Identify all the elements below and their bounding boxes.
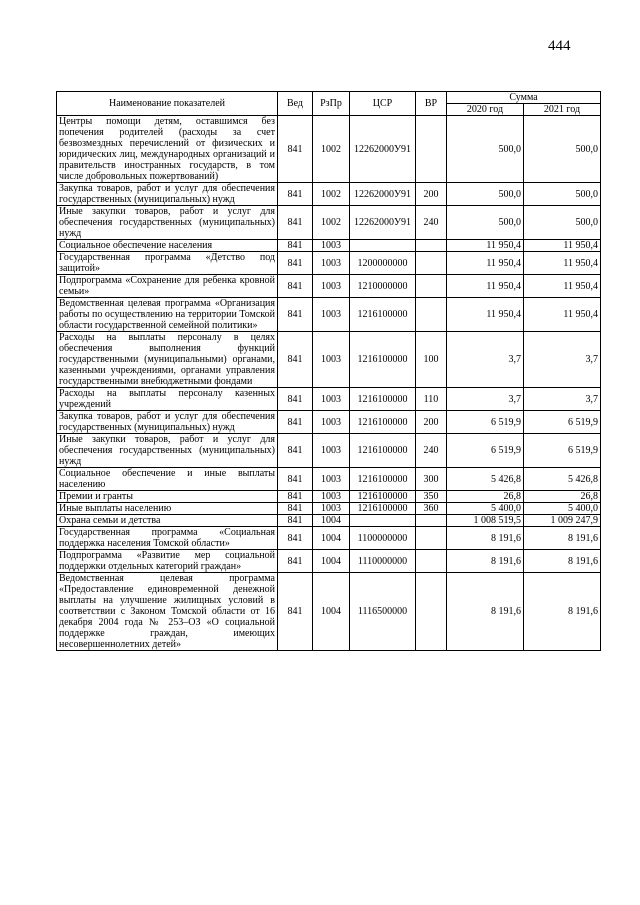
cell-ved: 841 (278, 573, 313, 651)
table-row (57, 527, 601, 550)
header-name: Наименование показателей (57, 92, 278, 116)
cell-name: Расходы на выплаты персоналу в целях обеспечения выполнения функций государственными (муниципальными) органами, казенными учреждениями, органами управления государственными внебюджетными фондами (57, 332, 278, 388)
table-row (57, 252, 601, 275)
cell-vr: 200 (416, 183, 447, 206)
table-row (57, 206, 601, 240)
cell-2021: 11 950,4 (524, 298, 601, 332)
header-vr: ВР (416, 92, 447, 116)
header-ved: Вед (278, 92, 313, 116)
cell-2020: 500,0 (447, 183, 524, 206)
cell-csr: 1216100000 (350, 411, 416, 434)
cell-ved: 841 (278, 434, 313, 468)
cell-rzpr: 1003 (313, 332, 350, 388)
table-row (57, 434, 601, 468)
cell-name: Иные закупки товаров, работ и услуг для обеспечения государственных (муниципальных) нужд (57, 206, 278, 240)
cell-rzpr: 1004 (313, 527, 350, 550)
cell-2021: 5 400,0 (524, 503, 601, 515)
cell-name: Премии и гранты (57, 491, 278, 503)
cell-2020: 3,7 (447, 388, 524, 411)
header-csr: ЦСР (350, 92, 416, 116)
cell-ved: 841 (278, 515, 313, 527)
cell-vr (416, 116, 447, 183)
cell-rzpr: 1004 (313, 515, 350, 527)
cell-vr (416, 275, 447, 298)
table-row (57, 515, 601, 527)
cell-ved: 841 (278, 298, 313, 332)
cell-2021: 6 519,9 (524, 411, 601, 434)
cell-2020: 11 950,4 (447, 298, 524, 332)
cell-vr (416, 298, 447, 332)
table-row (57, 332, 601, 388)
cell-name: Подпрограмма «Развитие мер социальной поддержки отдельных категорий граждан» (57, 550, 278, 573)
header-sum: Сумма (447, 92, 601, 104)
table-row (57, 411, 601, 434)
cell-csr: 1216100000 (350, 388, 416, 411)
header-2021: 2021 год (524, 104, 601, 116)
cell-2020: 3,7 (447, 332, 524, 388)
cell-csr: 1100000000 (350, 527, 416, 550)
cell-2020: 6 519,9 (447, 434, 524, 468)
cell-csr: 1216100000 (350, 332, 416, 388)
cell-rzpr: 1003 (313, 491, 350, 503)
cell-2020: 1 008 519,5 (447, 515, 524, 527)
cell-ved: 841 (278, 491, 313, 503)
cell-2020: 5 400,0 (447, 503, 524, 515)
cell-rzpr: 1003 (313, 411, 350, 434)
table-row (57, 503, 601, 515)
cell-csr: 1116500000 (350, 573, 416, 651)
cell-rzpr: 1003 (313, 503, 350, 515)
cell-csr: 1216100000 (350, 491, 416, 503)
cell-vr: 100 (416, 332, 447, 388)
cell-ved: 841 (278, 468, 313, 491)
cell-ved: 841 (278, 275, 313, 298)
cell-csr: 1200000000 (350, 252, 416, 275)
cell-ved: 841 (278, 252, 313, 275)
table-row (57, 491, 601, 503)
cell-2020: 26,8 (447, 491, 524, 503)
cell-2021: 3,7 (524, 332, 601, 388)
cell-2021: 5 426,8 (524, 468, 601, 491)
table-row (57, 240, 601, 252)
cell-2020: 500,0 (447, 206, 524, 240)
cell-name: Охрана семьи и детства (57, 515, 278, 527)
table-row (57, 388, 601, 411)
cell-rzpr: 1003 (313, 240, 350, 252)
table-row (57, 298, 601, 332)
cell-ved: 841 (278, 527, 313, 550)
cell-2021: 3,7 (524, 388, 601, 411)
cell-2020: 500,0 (447, 116, 524, 183)
cell-2021: 11 950,4 (524, 275, 601, 298)
cell-ved: 841 (278, 503, 313, 515)
cell-ved: 841 (278, 240, 313, 252)
cell-vr: 200 (416, 411, 447, 434)
header-row (57, 92, 601, 104)
cell-csr (350, 515, 416, 527)
cell-2020: 11 950,4 (447, 275, 524, 298)
cell-rzpr: 1002 (313, 116, 350, 183)
cell-ved: 841 (278, 183, 313, 206)
page-number: 444 (548, 38, 571, 54)
cell-csr: 1216100000 (350, 468, 416, 491)
cell-vr (416, 573, 447, 651)
cell-2021: 500,0 (524, 116, 601, 183)
header-rzpr: РзПр (313, 92, 350, 116)
cell-2021: 11 950,4 (524, 252, 601, 275)
cell-vr: 240 (416, 434, 447, 468)
budget-table (56, 91, 601, 651)
cell-name: Государственная программа «Детство под защитой» (57, 252, 278, 275)
cell-rzpr: 1003 (313, 434, 350, 468)
cell-ved: 841 (278, 206, 313, 240)
cell-2020: 5 426,8 (447, 468, 524, 491)
cell-rzpr: 1003 (313, 388, 350, 411)
cell-2021: 26,8 (524, 491, 601, 503)
table-row (57, 275, 601, 298)
cell-2021: 11 950,4 (524, 240, 601, 252)
cell-ved: 841 (278, 550, 313, 573)
cell-2020: 6 519,9 (447, 411, 524, 434)
cell-2021: 1 009 247,9 (524, 515, 601, 527)
cell-2021: 8 191,6 (524, 527, 601, 550)
cell-vr: 240 (416, 206, 447, 240)
cell-vr: 350 (416, 491, 447, 503)
cell-vr: 110 (416, 388, 447, 411)
table-row (57, 550, 601, 573)
cell-csr (350, 240, 416, 252)
cell-rzpr: 1003 (313, 468, 350, 491)
cell-csr: 1216100000 (350, 434, 416, 468)
header-2020: 2020 год (447, 104, 524, 116)
cell-2020: 8 191,6 (447, 550, 524, 573)
cell-vr (416, 527, 447, 550)
cell-name: Социальное обеспечение и иные выплаты населению (57, 468, 278, 491)
cell-ved: 841 (278, 116, 313, 183)
cell-csr: 12262000У91 (350, 206, 416, 240)
cell-rzpr: 1004 (313, 550, 350, 573)
cell-rzpr: 1002 (313, 206, 350, 240)
cell-csr: 12262000У91 (350, 116, 416, 183)
cell-vr (416, 515, 447, 527)
table-row (57, 116, 601, 183)
cell-2020: 11 950,4 (447, 252, 524, 275)
cell-name: Закупка товаров, работ и услуг для обеспечения государственных (муниципальных) нужд (57, 411, 278, 434)
cell-rzpr: 1003 (313, 298, 350, 332)
cell-2021: 6 519,9 (524, 434, 601, 468)
cell-vr: 360 (416, 503, 447, 515)
cell-rzpr: 1003 (313, 252, 350, 275)
cell-vr (416, 252, 447, 275)
cell-csr: 1210000000 (350, 275, 416, 298)
cell-csr: 1216100000 (350, 503, 416, 515)
cell-name: Закупка товаров, работ и услуг для обеспечения государственных (муниципальных) нужд (57, 183, 278, 206)
cell-2021: 8 191,6 (524, 573, 601, 651)
cell-2021: 500,0 (524, 206, 601, 240)
cell-ved: 841 (278, 411, 313, 434)
cell-csr: 1110000000 (350, 550, 416, 573)
table-row (57, 573, 601, 651)
cell-name: Подпрограмма «Сохранение для ребенка кровной семьи» (57, 275, 278, 298)
cell-name: Центры помощи детям, оставшимся без попечения родителей (расходы за счет безвозмездных перечислений от физических и юридических лиц, международных организаций и правительств иностранных государств, в том числе добровольных пожертвований) (57, 116, 278, 183)
cell-2020: 11 950,4 (447, 240, 524, 252)
cell-ved: 841 (278, 388, 313, 411)
cell-vr (416, 240, 447, 252)
cell-name: Иные закупки товаров, работ и услуг для обеспечения государственных (муниципальных) нужд (57, 434, 278, 468)
table-row (57, 468, 601, 491)
cell-rzpr: 1004 (313, 573, 350, 651)
cell-rzpr: 1003 (313, 275, 350, 298)
cell-csr: 12262000У91 (350, 183, 416, 206)
cell-name: Иные выплаты населению (57, 503, 278, 515)
table-body (57, 116, 601, 651)
cell-csr: 1216100000 (350, 298, 416, 332)
cell-name: Ведомственная целевая программа «Организация работы по осуществлению на территории Томской области государственной семейной политики» (57, 298, 278, 332)
cell-2021: 500,0 (524, 183, 601, 206)
cell-name: Ведомственная целевая программа «Предоставление единовременной денежной выплаты на улучшение жилищных условий в соответствии с Законом Томской области от 16 декабря 2004 года № 253–ОЗ «О социальной поддержке граждан, имеющих несовершеннолетних детей» (57, 573, 278, 651)
cell-ved: 841 (278, 332, 313, 388)
cell-2020: 8 191,6 (447, 527, 524, 550)
cell-2020: 8 191,6 (447, 573, 524, 651)
cell-vr (416, 550, 447, 573)
cell-vr: 300 (416, 468, 447, 491)
cell-rzpr: 1002 (313, 183, 350, 206)
cell-name: Социальное обеспечение населения (57, 240, 278, 252)
cell-name: Государственная программа «Социальная поддержка населения Томской области» (57, 527, 278, 550)
cell-name: Расходы на выплаты персоналу казенных учреждений (57, 388, 278, 411)
cell-2021: 8 191,6 (524, 550, 601, 573)
table-row (57, 183, 601, 206)
